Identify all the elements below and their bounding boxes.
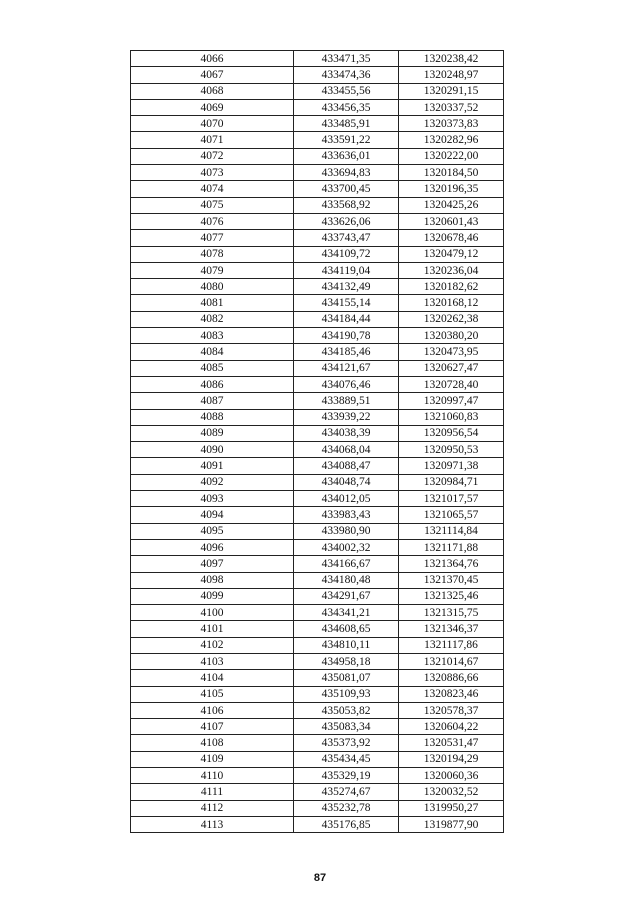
point-number-cell: 4078 [131, 246, 294, 262]
x-coordinate-cell: 433700,45 [294, 181, 399, 197]
table-row [131, 393, 504, 409]
y-coordinate-cell: 1320950,53 [399, 442, 504, 458]
y-coordinate-cell: 1320984,71 [399, 474, 504, 490]
x-coordinate-cell: 433591,22 [294, 132, 399, 148]
point-number-cell: 4077 [131, 230, 294, 246]
x-coordinate-cell: 434185,46 [294, 344, 399, 360]
table-row [131, 735, 504, 751]
x-coordinate-cell: 434088,47 [294, 458, 399, 474]
table-row [131, 246, 504, 262]
x-coordinate-cell: 433474,36 [294, 67, 399, 83]
x-coordinate-cell: 433455,56 [294, 83, 399, 99]
table-row [131, 539, 504, 555]
y-coordinate-cell: 1320168,12 [399, 295, 504, 311]
y-coordinate-cell: 1320222,00 [399, 148, 504, 164]
point-number-cell: 4098 [131, 572, 294, 588]
point-number-cell: 4099 [131, 588, 294, 604]
point-number-cell: 4090 [131, 442, 294, 458]
point-number-cell: 4068 [131, 83, 294, 99]
table-row [131, 572, 504, 588]
x-coordinate-cell: 434002,32 [294, 539, 399, 555]
x-coordinate-cell: 433889,51 [294, 393, 399, 409]
table-row [131, 768, 504, 784]
table-row [131, 686, 504, 702]
x-coordinate-cell: 433456,35 [294, 99, 399, 115]
y-coordinate-cell: 1320997,47 [399, 393, 504, 409]
y-coordinate-cell: 1320728,40 [399, 376, 504, 392]
x-coordinate-cell: 435176,85 [294, 816, 399, 832]
page-number: 87 [313, 872, 327, 884]
y-coordinate-cell: 1321171,88 [399, 539, 504, 555]
y-coordinate-cell: 1321370,45 [399, 572, 504, 588]
point-number-cell: 4084 [131, 344, 294, 360]
table-row [131, 148, 504, 164]
point-number-cell: 4106 [131, 702, 294, 718]
x-coordinate-cell: 434166,67 [294, 556, 399, 572]
point-number-cell: 4104 [131, 670, 294, 686]
y-coordinate-cell: 1320196,35 [399, 181, 504, 197]
y-coordinate-cell: 1320823,46 [399, 686, 504, 702]
y-coordinate-cell: 1320531,47 [399, 735, 504, 751]
point-number-cell: 4086 [131, 376, 294, 392]
y-coordinate-cell: 1320604,22 [399, 719, 504, 735]
point-number-cell: 4071 [131, 132, 294, 148]
point-number-cell: 4103 [131, 653, 294, 669]
y-coordinate-cell: 1321114,84 [399, 523, 504, 539]
point-number-cell: 4088 [131, 409, 294, 425]
y-coordinate-cell: 1320380,20 [399, 328, 504, 344]
x-coordinate-cell: 433694,83 [294, 165, 399, 181]
x-coordinate-cell: 435053,82 [294, 702, 399, 718]
x-coordinate-cell: 433743,47 [294, 230, 399, 246]
point-number-cell: 4109 [131, 751, 294, 767]
x-coordinate-cell: 434810,11 [294, 637, 399, 653]
x-coordinate-cell: 434109,72 [294, 246, 399, 262]
y-coordinate-cell: 1320238,42 [399, 51, 504, 67]
x-coordinate-cell: 434048,74 [294, 474, 399, 490]
point-number-cell: 4067 [131, 67, 294, 83]
table-row [131, 132, 504, 148]
y-coordinate-cell: 1320262,38 [399, 311, 504, 327]
y-coordinate-cell: 1320032,52 [399, 784, 504, 800]
x-coordinate-cell: 434341,21 [294, 605, 399, 621]
table-row [131, 474, 504, 490]
y-coordinate-cell: 1320627,47 [399, 360, 504, 376]
y-coordinate-cell: 1320473,95 [399, 344, 504, 360]
x-coordinate-cell: 435274,67 [294, 784, 399, 800]
y-coordinate-cell: 1320337,52 [399, 99, 504, 115]
table-row [131, 262, 504, 278]
point-number-cell: 4097 [131, 556, 294, 572]
x-coordinate-cell: 435109,93 [294, 686, 399, 702]
x-coordinate-cell: 435081,07 [294, 670, 399, 686]
table-row [131, 605, 504, 621]
x-coordinate-cell: 434076,46 [294, 376, 399, 392]
table-row [131, 653, 504, 669]
table-row [131, 816, 504, 832]
y-coordinate-cell: 1320479,12 [399, 246, 504, 262]
table-row [131, 719, 504, 735]
point-number-cell: 4066 [131, 51, 294, 67]
x-coordinate-cell: 433568,92 [294, 197, 399, 213]
table-row [131, 295, 504, 311]
point-number-cell: 4096 [131, 539, 294, 555]
table-row [131, 344, 504, 360]
point-number-cell: 4072 [131, 148, 294, 164]
y-coordinate-cell: 1320291,15 [399, 83, 504, 99]
y-coordinate-cell: 1320236,04 [399, 262, 504, 278]
x-coordinate-cell: 434291,67 [294, 588, 399, 604]
x-coordinate-cell: 435434,45 [294, 751, 399, 767]
x-coordinate-cell: 434012,05 [294, 491, 399, 507]
x-coordinate-cell: 433636,01 [294, 148, 399, 164]
point-number-cell: 4092 [131, 474, 294, 490]
y-coordinate-cell: 1320282,96 [399, 132, 504, 148]
point-number-cell: 4095 [131, 523, 294, 539]
point-number-cell: 4108 [131, 735, 294, 751]
table-row [131, 328, 504, 344]
table-row [131, 213, 504, 229]
table-row [131, 621, 504, 637]
table-row [131, 279, 504, 295]
y-coordinate-cell: 1320182,62 [399, 279, 504, 295]
point-number-cell: 4076 [131, 213, 294, 229]
point-number-cell: 4110 [131, 768, 294, 784]
y-coordinate-cell: 1320060,36 [399, 768, 504, 784]
x-coordinate-cell: 435373,92 [294, 735, 399, 751]
y-coordinate-cell: 1320248,97 [399, 67, 504, 83]
x-coordinate-cell: 433980,90 [294, 523, 399, 539]
x-coordinate-cell: 433939,22 [294, 409, 399, 425]
x-coordinate-cell: 434132,49 [294, 279, 399, 295]
table-row [131, 197, 504, 213]
table-row [131, 181, 504, 197]
x-coordinate-cell: 433626,06 [294, 213, 399, 229]
point-number-cell: 4069 [131, 99, 294, 115]
x-coordinate-cell: 434190,78 [294, 328, 399, 344]
y-coordinate-cell: 1320578,37 [399, 702, 504, 718]
table-row [131, 491, 504, 507]
y-coordinate-cell: 1320184,50 [399, 165, 504, 181]
table-row [131, 751, 504, 767]
table-row [131, 784, 504, 800]
point-number-cell: 4073 [131, 165, 294, 181]
x-coordinate-cell: 434068,04 [294, 442, 399, 458]
point-number-cell: 4080 [131, 279, 294, 295]
table-row [131, 588, 504, 604]
y-coordinate-cell: 1320956,54 [399, 425, 504, 441]
point-number-cell: 4093 [131, 491, 294, 507]
point-number-cell: 4107 [131, 719, 294, 735]
table-row [131, 409, 504, 425]
point-number-cell: 4081 [131, 295, 294, 311]
y-coordinate-cell: 1321117,86 [399, 637, 504, 653]
point-number-cell: 4111 [131, 784, 294, 800]
y-coordinate-cell: 1320373,83 [399, 116, 504, 132]
point-number-cell: 4070 [131, 116, 294, 132]
point-number-cell: 4101 [131, 621, 294, 637]
y-coordinate-cell: 1321017,57 [399, 491, 504, 507]
table-row [131, 165, 504, 181]
table-row [131, 507, 504, 523]
point-number-cell: 4100 [131, 605, 294, 621]
coordinates-table-body [131, 51, 504, 833]
y-coordinate-cell: 1319877,90 [399, 816, 504, 832]
y-coordinate-cell: 1321364,76 [399, 556, 504, 572]
table-row [131, 67, 504, 83]
point-number-cell: 4082 [131, 311, 294, 327]
y-coordinate-cell: 1321014,67 [399, 653, 504, 669]
point-number-cell: 4091 [131, 458, 294, 474]
table-row [131, 800, 504, 816]
point-number-cell: 4089 [131, 425, 294, 441]
table-row [131, 458, 504, 474]
y-coordinate-cell: 1320971,38 [399, 458, 504, 474]
x-coordinate-cell: 433485,91 [294, 116, 399, 132]
x-coordinate-cell: 435083,34 [294, 719, 399, 735]
point-number-cell: 4094 [131, 507, 294, 523]
x-coordinate-cell: 434180,48 [294, 572, 399, 588]
point-number-cell: 4075 [131, 197, 294, 213]
y-coordinate-cell: 1321325,46 [399, 588, 504, 604]
table-row [131, 637, 504, 653]
x-coordinate-cell: 433983,43 [294, 507, 399, 523]
x-coordinate-cell: 434958,18 [294, 653, 399, 669]
y-coordinate-cell: 1320601,43 [399, 213, 504, 229]
point-number-cell: 4085 [131, 360, 294, 376]
table-row [131, 83, 504, 99]
table-row [131, 556, 504, 572]
coordinates-table [130, 50, 504, 833]
table-row [131, 376, 504, 392]
x-coordinate-cell: 434184,44 [294, 311, 399, 327]
point-number-cell: 4113 [131, 816, 294, 832]
y-coordinate-cell: 1321065,57 [399, 507, 504, 523]
table-row [131, 360, 504, 376]
table-row [131, 230, 504, 246]
table-row [131, 670, 504, 686]
y-coordinate-cell: 1321315,75 [399, 605, 504, 621]
point-number-cell: 4112 [131, 800, 294, 816]
table-row [131, 51, 504, 67]
point-number-cell: 4105 [131, 686, 294, 702]
x-coordinate-cell: 435232,78 [294, 800, 399, 816]
point-number-cell: 4074 [131, 181, 294, 197]
table-row [131, 116, 504, 132]
x-coordinate-cell: 434121,67 [294, 360, 399, 376]
x-coordinate-cell: 434038,39 [294, 425, 399, 441]
table-row [131, 425, 504, 441]
y-coordinate-cell: 1320678,46 [399, 230, 504, 246]
y-coordinate-cell: 1320886,66 [399, 670, 504, 686]
y-coordinate-cell: 1320194,29 [399, 751, 504, 767]
point-number-cell: 4087 [131, 393, 294, 409]
x-coordinate-cell: 434119,04 [294, 262, 399, 278]
x-coordinate-cell: 435329,19 [294, 768, 399, 784]
table-row [131, 311, 504, 327]
y-coordinate-cell: 1320425,26 [399, 197, 504, 213]
x-coordinate-cell: 434155,14 [294, 295, 399, 311]
point-number-cell: 4102 [131, 637, 294, 653]
y-coordinate-cell: 1321346,37 [399, 621, 504, 637]
y-coordinate-cell: 1321060,83 [399, 409, 504, 425]
point-number-cell: 4083 [131, 328, 294, 344]
table-row [131, 702, 504, 718]
table-row [131, 523, 504, 539]
table-row [131, 442, 504, 458]
x-coordinate-cell: 434608,65 [294, 621, 399, 637]
point-number-cell: 4079 [131, 262, 294, 278]
table-row [131, 99, 504, 115]
y-coordinate-cell: 1319950,27 [399, 800, 504, 816]
x-coordinate-cell: 433471,35 [294, 51, 399, 67]
